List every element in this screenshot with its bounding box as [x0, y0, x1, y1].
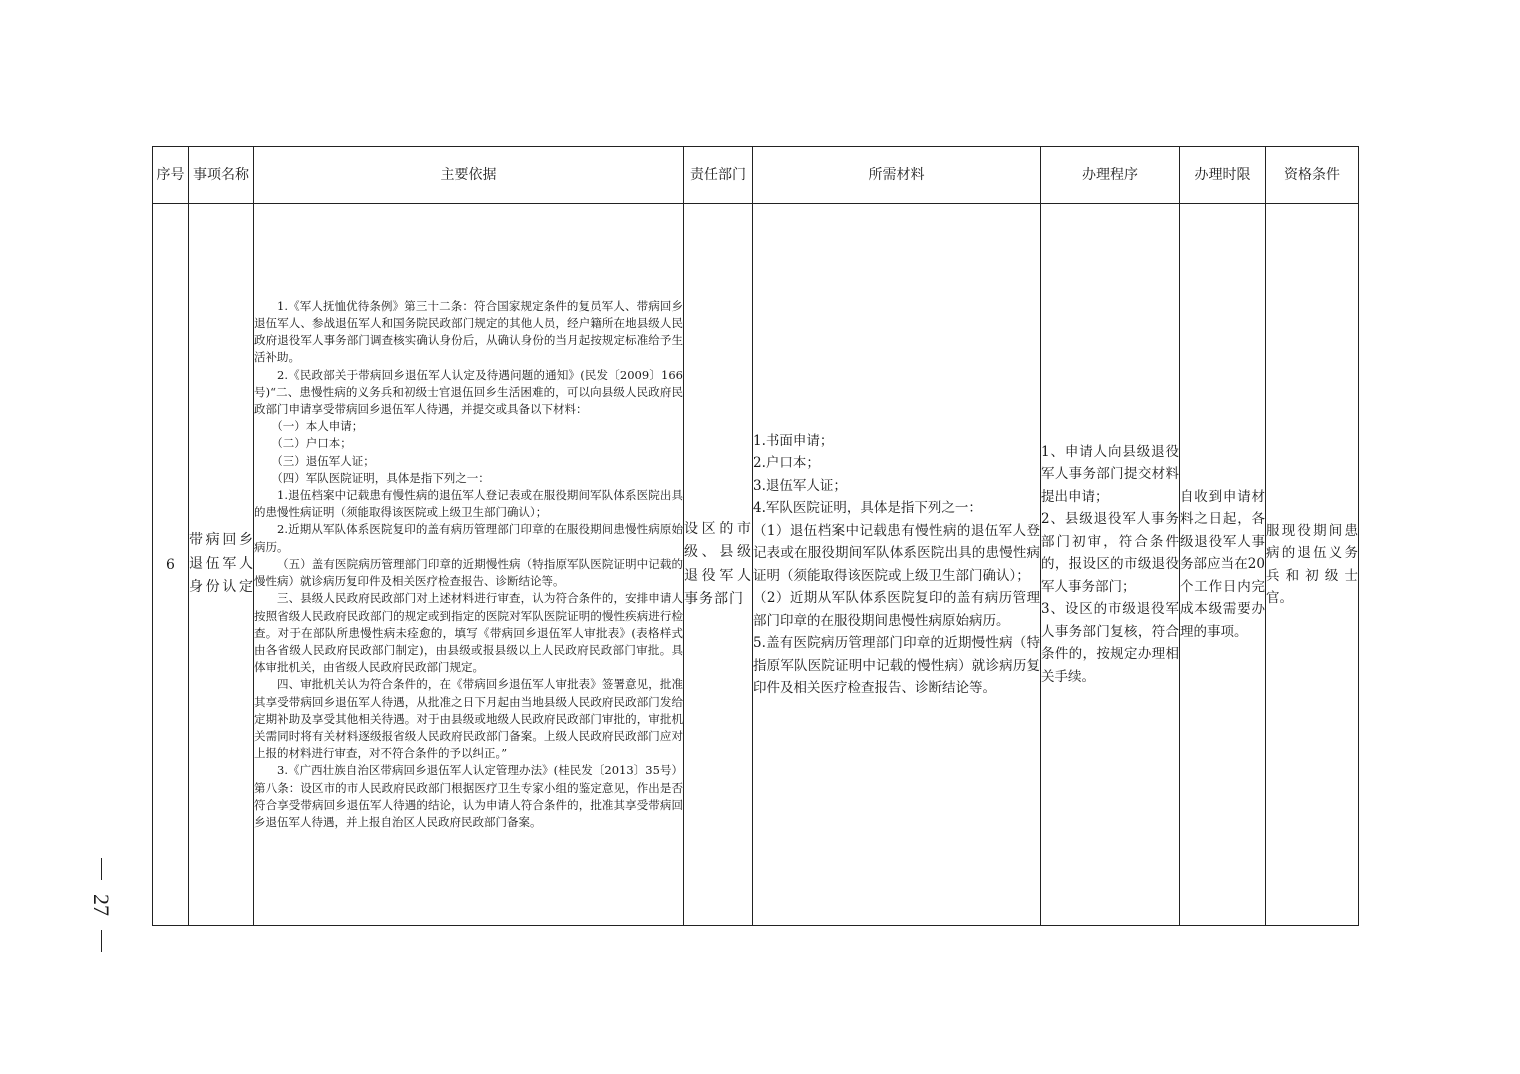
service-table	[152, 146, 1359, 926]
basis-para: （五）盖有医院病历管理部门印章的近期慢性病（特指原军队医院证明中记载的慢性病）就诊病历复印件及相关医疗检查报告、诊断结论等。	[254, 556, 683, 589]
basis-para: 2.《民政部关于带病回乡退伍军人认定及待遇问题的通知》(民发〔2009〕166号)“二、患慢性病的义务兵和初级士官退伍回乡生活困难的，可以向县级人民政府民政部门申请享受带病回乡退伍军人待遇，并提交或具备以下材料：	[254, 367, 683, 417]
basis-para: （二）户口本；	[271, 436, 352, 451]
procedure-step: 2、县级退役军人事务部门初审，符合条件的，报设区的市级退役军人事务部门；	[1041, 511, 1179, 595]
procedure-step: 1、申请人向县级退役军人事务部门提交材料提出申请；	[1041, 443, 1179, 505]
basis-para: 2.近期从军队体系医院复印的盖有病历管理部门印章的在服役期间患慢性病原始病历。	[254, 522, 683, 554]
basis-para: 四、审批机关认为符合条件的，在《带病回乡退伍军人审批表》签署意见，批准其享受带病回乡退伍军人待遇，从批准之日下月起由当地县级人民政府民政部门发给定期补助及享受其他相关待遇。对于由县级或地级人民政府民政部门审批的，审批机关需同时将有关材料逐级报省级人民政府民政部门备案。上级人民政府民政部门应对上报的材料进行审查，对不符合条件的予以纠正。”	[254, 677, 683, 761]
material-item: 2.户口本；	[753, 455, 820, 471]
material-item: 3.退伍军人证；	[753, 477, 847, 494]
basis-para: （一）本人申请；	[271, 419, 364, 434]
row-time-limit: 自收到申请材料之日起，各级退役军人事务部应当在20个工作日内完成本级需要办理的事项。	[1180, 204, 1266, 926]
material-item: 5.盖有医院病历管理部门印章的近期慢性病（特指原军队医院证明中记载的慢性病）就诊病历复印件及相关医疗检查报告、诊断结论等。	[753, 635, 1040, 696]
row-seq: 6	[153, 204, 189, 926]
header-qualification: 资格条件	[1266, 147, 1359, 204]
header-seq: 序号	[153, 147, 189, 204]
header-time-limit: 办理时限	[1180, 147, 1266, 204]
material-item: 1.书面申请；	[753, 432, 834, 449]
basis-para: 1.《军人抚恤优待条例》第三十二条：符合国家规定条件的复员军人、带病回乡退伍军人、参战退伍军人和国务院民政部门规定的其他人员，经户籍所在地县级人民政府退役军人事务部门调查核实确认身份后，从确认身份的当月起按规定标准给予生活补助。	[254, 298, 683, 365]
page-number-text: 27	[89, 894, 114, 916]
basis-para: （四）军队医院证明，具体是指下列之一：	[271, 470, 490, 485]
row-materials	[753, 204, 1041, 926]
header-name: 事项名称	[189, 147, 254, 204]
table-header-row	[153, 147, 1359, 204]
table-row	[153, 204, 1359, 926]
basis-para: 1.退伍档案中记载患有慢性病的退伍军人登记表或在服役期间军队体系医院出具的患慢性病证明（须能取得该医院或上级卫生部门确认）；	[254, 488, 683, 520]
row-name: 带病回乡退伍军人身份认定	[189, 204, 254, 926]
row-basis	[254, 204, 684, 926]
material-item: （1）退伍档案中记载患有慢性病的退伍军人登记表或在服役期间军队体系医院出具的患慢性病证明（须能取得该医院或上级卫生部门确认）；	[753, 522, 1040, 584]
procedure-step: 3、设区的市级退役军人事务部门复核，符合条件的，按规定办理相关手续。	[1041, 601, 1179, 685]
basis-para: 三、县级人民政府民政部门对上述材料进行审查，认为符合条件的，安排申请人按照省级人民政府民政部门的规定或到指定的医院对军队医院证明的慢性疾病进行检查。对于在部队所患慢性病未痊愈的，填写《带病回乡退伍军人审批表》(表格样式由各省级人民政府民政部门制定)，由县级或报县级以上人民政府民政部门审批。具体审批机关，由省级人民政府民政部门规定。	[254, 591, 683, 675]
basis-para: 3.《广西壮族自治区带病回乡退伍军人认定管理办法》(桂民发〔2013〕35号）第八条：设区市的市人民政府民政部门根据医疗卫生专家小组的鉴定意见，作出是否符合享受带病回乡退伍军人待遇的结论，认为申请人符合条件的，批准其享受带病回乡退伍军人待遇，并上报自治区人民政府民政部门备案。	[254, 763, 683, 829]
header-basis: 主要依据	[254, 147, 684, 204]
row-dept: 设区的市级、县级退役军人事务部门	[684, 204, 753, 926]
page-number-dash-top	[101, 858, 102, 880]
header-dept: 责任部门	[684, 147, 753, 204]
row-procedure	[1041, 204, 1180, 926]
page-number-dash-bottom	[101, 930, 102, 952]
basis-para: （三）退伍军人证；	[271, 453, 375, 468]
row-qualification: 服现役期间患病的退伍义务兵和初级士官。	[1266, 204, 1359, 926]
page-number	[86, 858, 116, 958]
header-materials: 所需材料	[753, 147, 1041, 204]
header-procedure: 办理程序	[1041, 147, 1180, 204]
material-item: （2）近期从军队体系医院复印的盖有病历管理部门印章的在服役期间患慢性病原始病历。	[753, 590, 1040, 629]
material-item: 4.军队医院证明，具体是指下列之一：	[753, 500, 982, 516]
